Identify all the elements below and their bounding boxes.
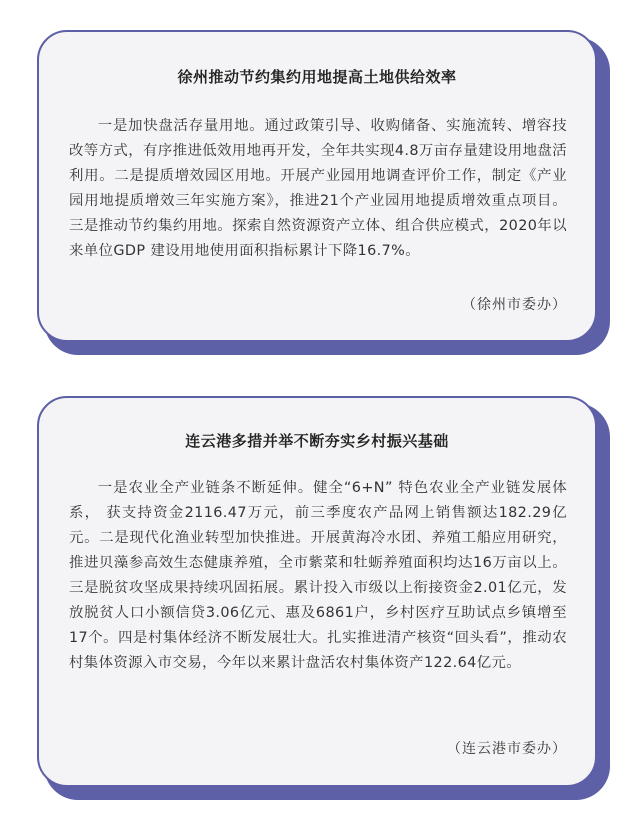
card-panel: [37, 396, 597, 787]
card-body: 一是加快盘活存量用地。通过政策引导、收购储备、实施流转、增容技改等方式，有序推进低效用地再开发，全年共实现4.8万亩存量建设用地盘活利用。二是提质增效园区用地。开展产业园用地调查评价工作，制定《产业园用地提质增效三年实施方案》，推进21个产业园用地提质增效重点项目。三是推动节约集约用地。探索自然资源资产立体、组合供应模式，2020年以来单位GDP 建设用地使用面积指标累计下降16.7%。: [69, 118, 567, 259]
card-panel: [37, 30, 597, 342]
card-source: （连云港市委办）: [447, 741, 567, 757]
card-title: 徐州推动节约集约用地提高土地供给效率: [177, 68, 457, 86]
card-source: （徐州市委办）: [462, 297, 567, 313]
card-title: 连云港多措并举不断夯实乡村振兴基础: [185, 432, 449, 450]
card-body: 一是农业全产业链条不断延伸。健全“6+N” 特色农业全产业链发展体系， 获支持资金2116.47万元，前三季度农产品网上销售额达182.29亿元。二是现代化渔业转型加快推进。开展黄海冷水团、养殖工船应用研究，推进贝藻参高效生态健康养殖，全市紫菜和牡蛎养殖面积均达16万亩以上。三是脱贫攻坚成果持续巩固拓展。累计投入市级以上衔接资金2.01亿元，发放脱贫人口小额信贷3.06亿元、惠及6861户，乡村医疗互助试点乡镇增至17个。四是村集体经济不断发展壮大。扎实推进清产核资“回头看”，推动农村集体资源入市交易，今年以来累计盘活农村集体资产122.64亿元。: [69, 480, 567, 671]
